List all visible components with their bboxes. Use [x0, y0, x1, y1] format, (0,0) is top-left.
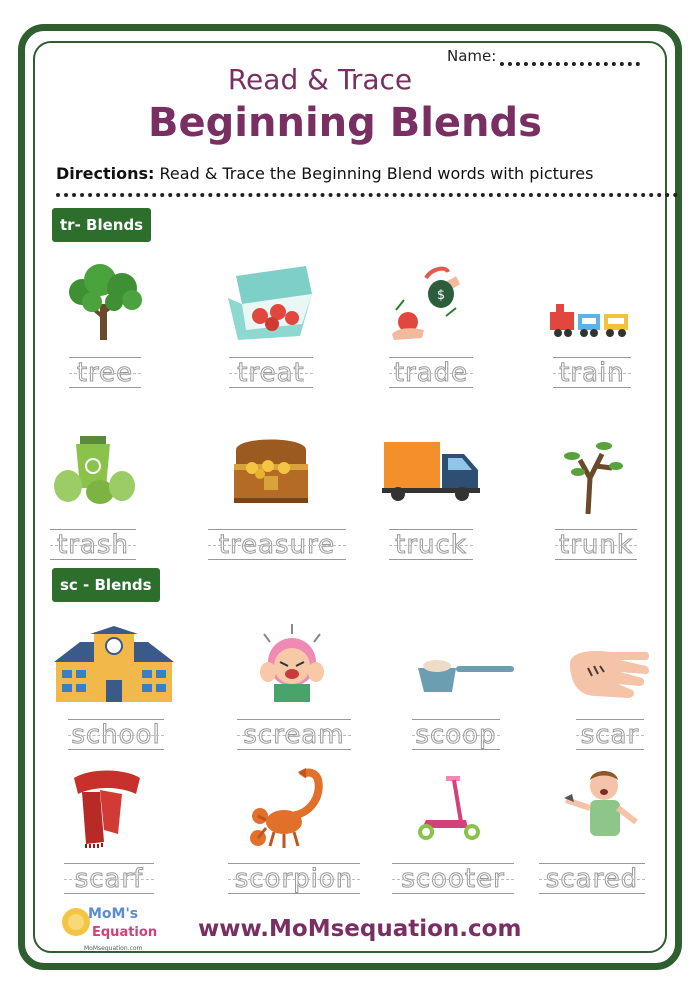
trace-midline	[389, 373, 473, 374]
trace-midline	[576, 735, 644, 736]
trace-midline	[229, 373, 313, 374]
scarf-icon	[70, 768, 144, 848]
scream-icon	[244, 620, 340, 704]
train-icon	[548, 300, 632, 340]
svg-text:MoMsequation.com: MoMsequation.com	[84, 945, 143, 952]
trace-word[interactable]: scarf	[64, 866, 154, 892]
directions-text: Read & Trace the Beginning Blend words with pictures	[154, 164, 594, 183]
trace-midline	[50, 545, 136, 546]
trace-midline	[64, 879, 154, 880]
tree-icon	[62, 262, 146, 342]
trace-word[interactable]: scar	[576, 722, 644, 748]
trace-midline	[555, 545, 637, 546]
svg-text:MoM's: MoM's	[88, 906, 139, 922]
directions-divider	[56, 193, 678, 197]
trade-icon	[386, 262, 476, 342]
page-title: Beginning Blends	[148, 100, 542, 146]
trace-midline	[68, 735, 164, 736]
trace-word[interactable]: scooter	[392, 866, 514, 892]
trace-word[interactable]: treasure	[208, 532, 346, 558]
trace-word[interactable]: treat	[229, 360, 313, 386]
trace-midline	[208, 545, 346, 546]
section-badge-tr: tr- Blends	[52, 208, 151, 242]
trace-word[interactable]: scream	[237, 722, 351, 748]
scared-boy-icon	[552, 764, 644, 844]
school-icon	[54, 626, 174, 704]
trace-word[interactable]: tree	[69, 360, 141, 386]
trace-word[interactable]: train	[553, 360, 631, 386]
treat-box-icon	[222, 258, 318, 342]
trace-word[interactable]: school	[68, 722, 164, 748]
trace-midline	[553, 373, 631, 374]
trace-midline	[237, 735, 351, 736]
moms-equation-logo	[58, 898, 168, 956]
trace-midline	[389, 545, 473, 546]
trace-midline	[392, 879, 514, 880]
treasure-chest-icon	[228, 428, 314, 508]
scorpion-icon	[240, 766, 336, 852]
trace-midline	[69, 373, 141, 374]
section-badge-sc: sc - Blends	[52, 568, 160, 602]
trace-word[interactable]: trash	[50, 532, 136, 558]
trunk-icon	[558, 438, 624, 514]
trace-word[interactable]: scared	[539, 866, 645, 892]
trace-word[interactable]: scoop	[412, 722, 500, 748]
trace-word[interactable]: trunk	[555, 532, 637, 558]
svg-text:Equation: Equation	[92, 925, 158, 940]
directions	[56, 164, 593, 183]
trace-word[interactable]: trade	[389, 360, 473, 386]
scar-hand-icon	[566, 642, 650, 700]
trace-word[interactable]: truck	[389, 532, 473, 558]
footer-website[interactable]: www.MoMsequation.com	[198, 916, 522, 942]
trace-midline	[539, 879, 645, 880]
scoop-icon	[414, 652, 516, 696]
svg-text:$: $	[436, 288, 446, 303]
name-label: Name:	[447, 47, 497, 65]
page-subtitle: Read & Trace	[227, 63, 413, 96]
truck-icon	[382, 440, 480, 504]
trace-word[interactable]: scorpion	[228, 866, 360, 892]
directions-label: Directions:	[56, 164, 155, 183]
trace-midline	[228, 879, 360, 880]
trash-icon	[52, 428, 138, 506]
trace-midline	[412, 735, 500, 736]
scooter-icon	[414, 774, 490, 844]
